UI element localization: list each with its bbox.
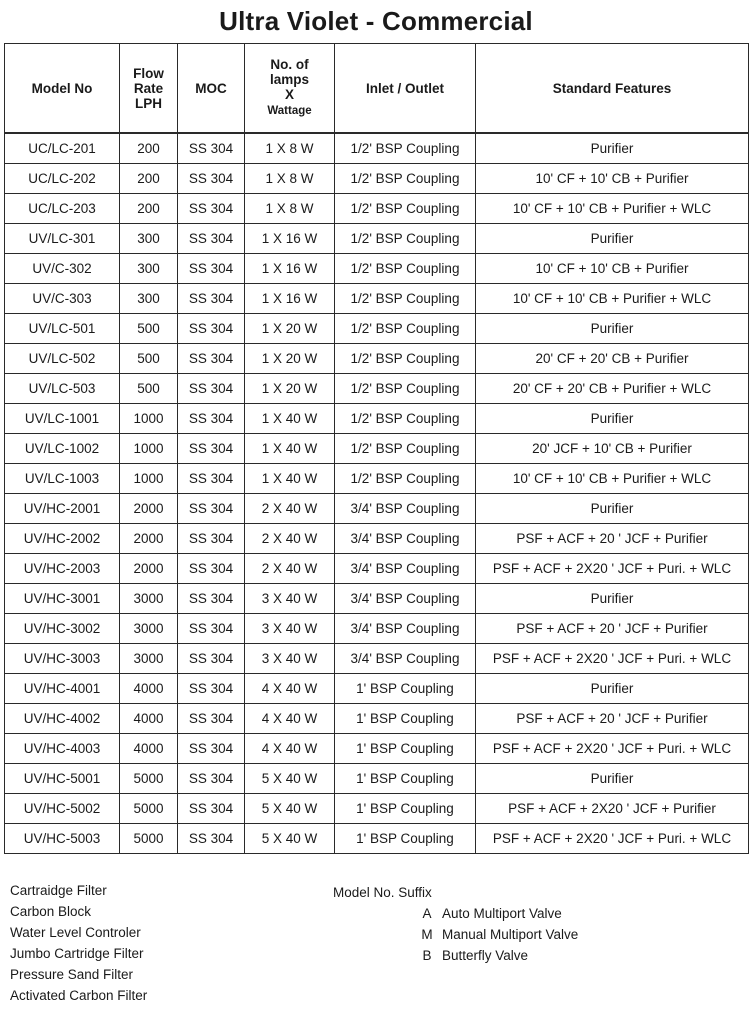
moc-cell: SS 304 (178, 194, 245, 224)
model-no-cell: UV/LC-1002 (5, 434, 120, 464)
header-model-no: Model No (5, 44, 120, 134)
features-cell: PSF + ACF + 2X20 ' JCF + Puri. + WLC (476, 734, 749, 764)
model-no-cell: UV/LC-301 (5, 224, 120, 254)
inlet-outlet-cell: 1/2' BSP Coupling (335, 254, 476, 284)
inlet-outlet-cell: 1/2' BSP Coupling (335, 284, 476, 314)
table-row (5, 404, 749, 434)
model-no-cell: UV/LC-503 (5, 374, 120, 404)
features-cell: Purifier (476, 224, 749, 254)
suffix-item (333, 945, 578, 966)
features-cell: Purifier (476, 494, 749, 524)
flow-rate-cell: 500 (120, 374, 178, 404)
suffix-description: Auto Multiport Valve (442, 906, 562, 921)
model-no-cell: UV/HC-2001 (5, 494, 120, 524)
flow-rate-cell: 4000 (120, 674, 178, 704)
inlet-outlet-cell: 1/2' BSP Coupling (335, 194, 476, 224)
table-row (5, 133, 749, 164)
moc-cell: SS 304 (178, 224, 245, 254)
features-cell: PSF + ACF + 2X20 ' JCF + Puri. + WLC (476, 554, 749, 584)
flow-rate-cell: 2000 (120, 554, 178, 584)
lamps-cell: 2 X 40 W (245, 554, 335, 584)
flow-rate-cell: 500 (120, 344, 178, 374)
model-no-cell: UV/C-303 (5, 284, 120, 314)
inlet-outlet-cell: 1/2' BSP Coupling (335, 133, 476, 164)
flow-rate-cell: 5000 (120, 764, 178, 794)
table-row (5, 494, 749, 524)
table-row (5, 584, 749, 614)
model-no-cell: UV/HC-3002 (5, 614, 120, 644)
suffix-code: M (421, 927, 433, 942)
header-flow-line3: LPH (135, 95, 162, 111)
inlet-outlet-cell: 3/4' BSP Coupling (335, 554, 476, 584)
model-no-cell: UV/LC-501 (5, 314, 120, 344)
flow-rate-cell: 200 (120, 133, 178, 164)
moc-cell: SS 304 (178, 404, 245, 434)
lamps-cell: 1 X 16 W (245, 284, 335, 314)
model-no-cell: UV/HC-5003 (5, 824, 120, 854)
features-cell: 10' CF + 10' CB + Purifier (476, 164, 749, 194)
flow-rate-cell: 1000 (120, 434, 178, 464)
lamps-cell: 4 X 40 W (245, 734, 335, 764)
table-row (5, 434, 749, 464)
table-row (5, 314, 749, 344)
flow-rate-cell: 300 (120, 254, 178, 284)
suffix-code: B (422, 948, 432, 963)
flow-rate-cell: 300 (120, 224, 178, 254)
features-cell: PSF + ACF + 2X20 ' JCF + Purifier (476, 794, 749, 824)
inlet-outlet-cell: 1/2' BSP Coupling (335, 314, 476, 344)
header-flow-rate (120, 44, 178, 134)
features-cell: Purifier (476, 314, 749, 344)
features-cell: 10' CF + 10' CB + Purifier + WLC (476, 194, 749, 224)
header-lamps-wattage (245, 44, 335, 134)
lamps-cell: 4 X 40 W (245, 704, 335, 734)
moc-cell: SS 304 (178, 494, 245, 524)
header-flow-line2: Rate (133, 80, 164, 96)
model-no-cell: UV/HC-5002 (5, 794, 120, 824)
table-row (5, 344, 749, 374)
features-cell: Purifier (476, 584, 749, 614)
inlet-outlet-cell: 3/4' BSP Coupling (335, 644, 476, 674)
header-inlet-outlet: Inlet / Outlet (335, 44, 476, 134)
model-no-cell: UV/HC-4003 (5, 734, 120, 764)
features-cell: 10' CF + 10' CB + Purifier + WLC (476, 284, 749, 314)
inlet-outlet-cell: 3/4' BSP Coupling (335, 524, 476, 554)
suffix-item (333, 903, 578, 924)
features-cell: PSF + ACF + 20 ' JCF + Purifier (476, 614, 749, 644)
features-cell: Purifier (476, 133, 749, 164)
flow-rate-cell: 4000 (120, 734, 178, 764)
features-cell: PSF + ACF + 2X20 ' JCF + Puri. + WLC (476, 644, 749, 674)
header-moc: MOC (178, 44, 245, 134)
suffix-description: Butterfly Valve (442, 948, 529, 963)
flow-rate-cell: 2000 (120, 494, 178, 524)
legend-item: Activated Carbon Filter (10, 988, 148, 1003)
moc-cell: SS 304 (178, 524, 245, 554)
features-cell: Purifier (476, 404, 749, 434)
lamps-cell: 3 X 40 W (245, 584, 335, 614)
moc-cell: SS 304 (178, 164, 245, 194)
lamps-cell: 1 X 40 W (245, 404, 335, 434)
table-row (5, 254, 749, 284)
page-title: Ultra Violet - Commercial (219, 6, 533, 36)
moc-cell: SS 304 (178, 254, 245, 284)
lamps-cell: 1 X 20 W (245, 314, 335, 344)
legend-item: Cartraidge Filter (10, 883, 107, 898)
abbreviation-legend (10, 880, 147, 1006)
flow-rate-cell: 5000 (120, 824, 178, 854)
inlet-outlet-cell: 1' BSP Coupling (335, 764, 476, 794)
suffix-list (333, 903, 578, 966)
table-row (5, 374, 749, 404)
model-no-cell: UV/HC-3001 (5, 584, 120, 614)
flow-rate-cell: 1000 (120, 464, 178, 494)
moc-cell: SS 304 (178, 644, 245, 674)
lamps-cell: 1 X 8 W (245, 164, 335, 194)
model-no-cell: UV/C-302 (5, 254, 120, 284)
flow-rate-cell: 300 (120, 284, 178, 314)
moc-cell: SS 304 (178, 584, 245, 614)
flow-rate-cell: 500 (120, 314, 178, 344)
flow-rate-cell: 200 (120, 164, 178, 194)
features-cell: Purifier (476, 674, 749, 704)
table-row (5, 644, 749, 674)
moc-cell: SS 304 (178, 133, 245, 164)
flow-rate-cell: 3000 (120, 584, 178, 614)
table-row (5, 824, 749, 854)
features-cell: PSF + ACF + 20 ' JCF + Purifier (476, 704, 749, 734)
features-cell: PSF + ACF + 20 ' JCF + Purifier (476, 524, 749, 554)
moc-cell: SS 304 (178, 674, 245, 704)
moc-cell: SS 304 (178, 314, 245, 344)
table-row (5, 464, 749, 494)
lamps-cell: 3 X 40 W (245, 644, 335, 674)
suffix-heading: Model No. Suffix (333, 885, 432, 900)
moc-cell: SS 304 (178, 554, 245, 584)
legend-item: Carbon Block (10, 904, 92, 919)
moc-cell: SS 304 (178, 344, 245, 374)
moc-cell: SS 304 (178, 764, 245, 794)
table-row (5, 284, 749, 314)
header-standard-features: Standard Features (476, 44, 749, 134)
lamps-cell: 5 X 40 W (245, 824, 335, 854)
inlet-outlet-cell: 1' BSP Coupling (335, 794, 476, 824)
table-row (5, 164, 749, 194)
lamps-cell: 3 X 40 W (245, 614, 335, 644)
model-no-cell: UV/HC-3003 (5, 644, 120, 674)
flow-rate-cell: 4000 (120, 704, 178, 734)
lamps-cell: 2 X 40 W (245, 524, 335, 554)
model-no-cell: UV/HC-4001 (5, 674, 120, 704)
inlet-outlet-cell: 3/4' BSP Coupling (335, 494, 476, 524)
inlet-outlet-cell: 1' BSP Coupling (335, 674, 476, 704)
table-row (5, 224, 749, 254)
features-cell: 10' CF + 10' CB + Purifier (476, 254, 749, 284)
inlet-outlet-cell: 1/2' BSP Coupling (335, 374, 476, 404)
lamps-cell: 1 X 8 W (245, 133, 335, 164)
model-no-cell: UV/LC-1001 (5, 404, 120, 434)
header-lamps-line3: X (284, 87, 294, 102)
model-no-cell: UC/LC-201 (5, 133, 120, 164)
features-cell: 20' CF + 20' CB + Purifier (476, 344, 749, 374)
inlet-outlet-cell: 1/2' BSP Coupling (335, 404, 476, 434)
table-row (5, 764, 749, 794)
table-row (5, 704, 749, 734)
table-header-row (5, 44, 749, 134)
model-no-cell: UC/LC-203 (5, 194, 120, 224)
lamps-cell: 5 X 40 W (245, 794, 335, 824)
lamps-cell: 1 X 20 W (245, 374, 335, 404)
flow-rate-cell: 200 (120, 194, 178, 224)
inlet-outlet-cell: 1' BSP Coupling (335, 824, 476, 854)
flow-rate-cell: 3000 (120, 614, 178, 644)
inlet-outlet-cell: 1' BSP Coupling (335, 734, 476, 764)
lamps-cell: 1 X 20 W (245, 344, 335, 374)
table-row (5, 524, 749, 554)
features-cell: PSF + ACF + 2X20 ' JCF + Puri. + WLC (476, 824, 749, 854)
suffix-code: A (422, 906, 432, 921)
moc-cell: SS 304 (178, 734, 245, 764)
features-cell: Purifier (476, 764, 749, 794)
inlet-outlet-cell: 1/2' BSP Coupling (335, 344, 476, 374)
flow-rate-cell: 5000 (120, 794, 178, 824)
flow-rate-cell: 1000 (120, 404, 178, 434)
lamps-cell: 4 X 40 W (245, 674, 335, 704)
header-lamps-line2: lamps (269, 72, 310, 87)
inlet-outlet-cell: 1/2' BSP Coupling (335, 224, 476, 254)
model-suffix-section (333, 882, 578, 966)
moc-cell: SS 304 (178, 434, 245, 464)
model-no-cell: UC/LC-202 (5, 164, 120, 194)
lamps-cell: 1 X 16 W (245, 254, 335, 284)
inlet-outlet-cell: 1' BSP Coupling (335, 704, 476, 734)
model-no-cell: UV/HC-5001 (5, 764, 120, 794)
moc-cell: SS 304 (178, 704, 245, 734)
flow-rate-cell: 3000 (120, 644, 178, 674)
lamps-cell: 1 X 40 W (245, 434, 335, 464)
model-no-cell: UV/LC-1003 (5, 464, 120, 494)
header-lamps-line1: No. of (270, 57, 309, 72)
table-row (5, 674, 749, 704)
features-cell: 10' CF + 10' CB + Purifier + WLC (476, 464, 749, 494)
moc-cell: SS 304 (178, 824, 245, 854)
moc-cell: SS 304 (178, 794, 245, 824)
suffix-description: Manual Multiport Valve (442, 927, 579, 942)
legend-item: Jumbo Cartridge Filter (10, 946, 144, 961)
moc-cell: SS 304 (178, 284, 245, 314)
table-row (5, 734, 749, 764)
features-cell: 20' CF + 20' CB + Purifier + WLC (476, 374, 749, 404)
header-lamps-line4: Wattage (267, 105, 312, 117)
model-no-cell: UV/HC-2003 (5, 554, 120, 584)
model-no-cell: UV/HC-2002 (5, 524, 120, 554)
table-row (5, 614, 749, 644)
legend-item: Water Level Controler (10, 925, 141, 940)
lamps-cell: 1 X 8 W (245, 194, 335, 224)
lamps-cell: 2 X 40 W (245, 494, 335, 524)
legend-item: Pressure Sand Filter (10, 967, 134, 982)
inlet-outlet-cell: 3/4' BSP Coupling (335, 584, 476, 614)
table-row (5, 194, 749, 224)
model-no-cell: UV/LC-502 (5, 344, 120, 374)
moc-cell: SS 304 (178, 614, 245, 644)
table-body (5, 133, 749, 854)
inlet-outlet-cell: 1/2' BSP Coupling (335, 164, 476, 194)
table-row (5, 794, 749, 824)
moc-cell: SS 304 (178, 464, 245, 494)
inlet-outlet-cell: 1/2' BSP Coupling (335, 434, 476, 464)
flow-rate-cell: 2000 (120, 524, 178, 554)
moc-cell: SS 304 (178, 374, 245, 404)
inlet-outlet-cell: 3/4' BSP Coupling (335, 614, 476, 644)
lamps-cell: 5 X 40 W (245, 764, 335, 794)
header-flow-line1: Flow (133, 65, 164, 81)
model-no-cell: UV/HC-4002 (5, 704, 120, 734)
uv-commercial-spec-table (4, 43, 749, 854)
suffix-item (333, 924, 578, 945)
features-cell: 20' JCF + 10' CB + Purifier (476, 434, 749, 464)
table-row (5, 554, 749, 584)
inlet-outlet-cell: 1/2' BSP Coupling (335, 464, 476, 494)
lamps-cell: 1 X 16 W (245, 224, 335, 254)
lamps-cell: 1 X 40 W (245, 464, 335, 494)
